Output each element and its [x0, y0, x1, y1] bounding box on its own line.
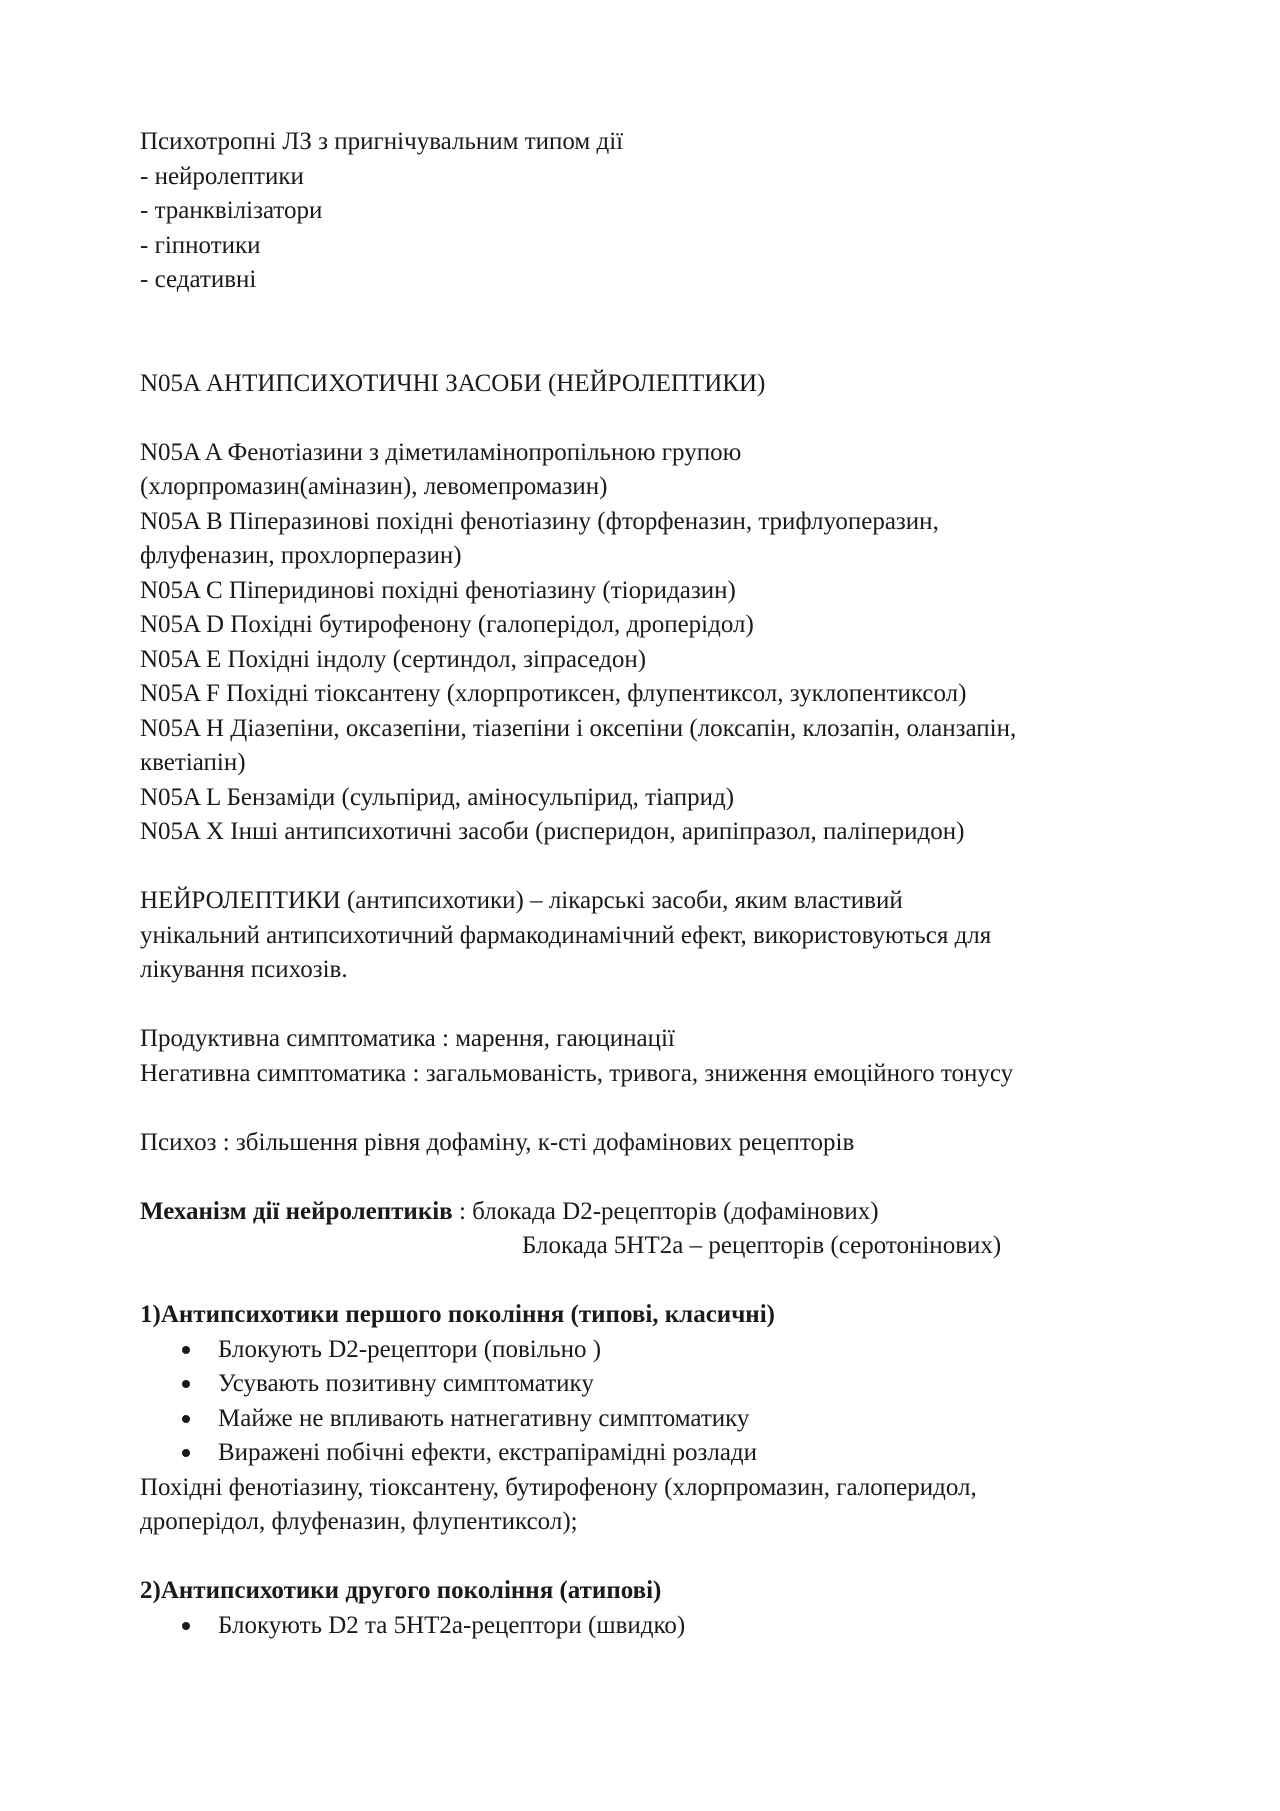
spacer — [140, 1091, 1220, 1126]
classification-line: флуфеназин, прохлорперазин) — [140, 542, 462, 569]
bullet-icon — [182, 1449, 190, 1457]
mechanism-label: Механізм дії нейролептиків — [140, 1197, 453, 1225]
definition-line: НЕЙРОЛЕПТИКИ (антипсихотики) – лікарські засоби, яким властивий — [140, 887, 903, 914]
intro-item: - седативні — [140, 266, 257, 293]
classification-heading: N05A АНТИПСИХОТИЧНІ ЗАСОБИ (НЕЙРОЛЕПТИКИ) — [140, 369, 766, 397]
spacer — [140, 1540, 1220, 1575]
classification-line: N05A F Похідні тіоксантену (хлорпротиксен, флупентиксол, зуклопентиксол) — [140, 680, 967, 707]
spacer — [140, 401, 1220, 436]
second-gen-heading: 2)Антипсихотики другого покоління (атипові) — [140, 1577, 662, 1604]
classification-line: кветіапін) — [140, 749, 246, 776]
spacer — [140, 298, 1220, 367]
classification-line: N05A H Діазепіни, оксазепіни, тіазепіни і оксепіни (локсапін, клозапін, оланзапін, — [140, 714, 1017, 742]
mechanism-line — [140, 1195, 1220, 1230]
bullet-icon — [182, 1380, 190, 1388]
spacer — [140, 1160, 1220, 1195]
definition-line: лікування психозів. — [140, 956, 348, 983]
mechanism-text-1: : блокада D2-рецепторів (дофамінових) — [452, 1197, 879, 1225]
negative-symptoms: Негативна симптоматика : загальмованість, тривога, зниження емоційного тонусу — [140, 1059, 1014, 1087]
list-item-text: Усувають позитивну симптоматику — [218, 1370, 594, 1397]
list-item-text: Блокують D2-рецептори (повільно ) — [218, 1335, 602, 1363]
classification-line: N05A L Бензаміди (сульпірид, аміносульпірид, тіаприд) — [140, 783, 735, 811]
classification-line: N05A X Інші антипсихотичні засоби (рисперидон, арипіпразол, паліперидон) — [140, 818, 965, 845]
bullet-icon — [182, 1346, 190, 1354]
classification-line: N05A A Фенотіазини з діметиламінопропільною групою — [140, 438, 742, 466]
spacer — [140, 1264, 1220, 1299]
classification-line: N05A D Похідні бутирофенону (галоперідол, дроперідол) — [140, 611, 754, 638]
classification-line: N05A B Піперазинові похідні фенотіазину (фторфеназин, трифлуоперазин, — [140, 507, 939, 535]
classification-line: N05A C Піперидинові похідні фенотіазину (тіоридазин) — [140, 576, 736, 604]
bullet-icon — [182, 1622, 190, 1630]
intro-item: - нейролептики — [140, 162, 304, 190]
bullet-icon — [182, 1415, 190, 1423]
classification-line: N05A E Похідні індолу (сертиндол, зіпраседон) — [140, 645, 647, 673]
definition-line: унікальний антипсихотичний фармакодинамічний ефект, використовуються для — [140, 921, 992, 949]
spacer — [140, 988, 1220, 1023]
first-gen-list — [140, 1333, 1220, 1471]
list-item — [140, 1367, 1220, 1402]
intro-item: - гіпнотики — [140, 231, 261, 259]
list-item — [140, 1333, 1220, 1368]
list-item — [140, 1402, 1220, 1437]
spacer — [140, 850, 1220, 885]
psychosis-line: Психоз : збільшення рівня дофаміну, к-сті дофамінових рецепторів — [140, 1128, 855, 1156]
list-item-text: Майже не впливають натнегативну симптоматику — [218, 1404, 750, 1432]
first-gen-heading: 1)Антипсихотики першого покоління (типові, класичні) — [140, 1301, 775, 1328]
productive-symptoms: Продуктивна симптоматика : марення, гаюцинації — [140, 1025, 675, 1052]
list-item — [140, 1436, 1220, 1471]
classification-line: (хлорпромазин(аміназин), левомепромазин) — [140, 473, 608, 500]
list-item-text: Виражені побічні ефекти, екстрапірамідні розлади — [218, 1439, 758, 1466]
list-item — [140, 1609, 1220, 1644]
first-gen-note: дроперідол, флуфеназин, флупентиксол); — [140, 1508, 578, 1535]
list-item-text: Блокують D2 та 5НТ2а-рецептори (швидко) — [218, 1611, 686, 1639]
intro-title: Психотропні ЛЗ з пригнічувальним типом дії — [140, 128, 624, 155]
first-gen-note: Похідні фенотіазину, тіоксантену, бутирофенону (хлорпромазин, галоперидол, — [140, 1473, 977, 1501]
document-page — [140, 125, 1220, 1643]
intro-item: - транквілізатори — [140, 197, 323, 224]
mechanism-text-2: Блокада 5НТ2а – рецепторів (серотонінових) — [522, 1232, 1002, 1259]
second-gen-list — [140, 1609, 1220, 1644]
